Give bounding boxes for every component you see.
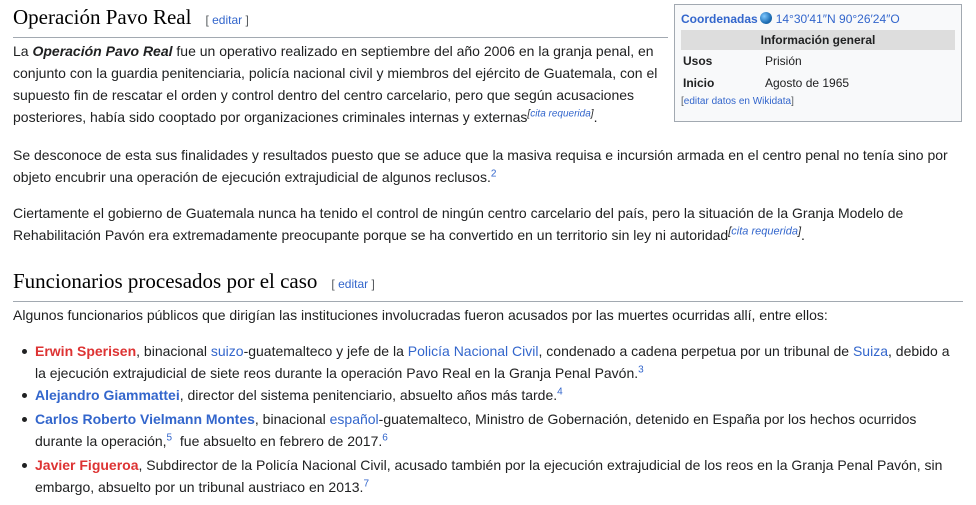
- ref-4-link[interactable]: 4: [557, 386, 563, 398]
- list-item: Erwin Sperisen, binacional suizo-guatemalteco y jefe de la Policía Nacional Civil, condenado a cadena perpetua por un tribunal de Suiza, debido a la ejecución extrajudicial de siete reos durante la operación Pavo Real en la Granja Penal Pavón.$^3$: [13, 340, 958, 384]
- edit-wikidata-link[interactable]: editar datos en Wikidata: [683, 96, 792, 107]
- section-heading-operacion: [13, 4, 668, 38]
- section-title: Operación Pavo Real: [13, 5, 192, 29]
- paragraph-intro-2: Algunos funcionarios públicos que dirigían las instituciones involucradas fueron acusados por las muertes ocurridas allí, entre ellos:: [13, 307, 828, 323]
- infobox-label: Usos: [683, 54, 713, 68]
- carlos-vielmann-link[interactable]: Carlos Roberto Vielmann Montes: [35, 411, 255, 427]
- coordinates: [681, 8, 955, 30]
- section-heading-funcionarios: [13, 268, 963, 302]
- infobox-row-inicio: [681, 72, 955, 94]
- ref-6-link[interactable]: 6: [382, 432, 388, 444]
- edit-section-button-2[interactable]: editar: [338, 277, 369, 291]
- globe-icon: [760, 12, 772, 24]
- article-subject-bold: Operación Pavo Real: [32, 43, 173, 59]
- suiza-link[interactable]: Suiza: [852, 343, 888, 359]
- infobox-edit-wrapper: [editar datos en Wikidata]: [681, 96, 794, 107]
- section-title-2: Funcionarios procesados por el caso: [13, 269, 318, 293]
- list-item: Alejandro Giammattei, director del sistema penitenciario, absuelto años más tarde.$^4$: [13, 384, 958, 408]
- paragraph-intro: La Operación Pavo Real fue un operativo realizado en septiembre del año 2006 en la granja penal, en conjunto con la guardia penitenciaria, policía nacional civil y miembros del ejército de Guatemala, con el supuesto fin de rescatar el orden y control dentro del centro carcelario, pero que según acusaciones posteriores, había sido cooptado por organizaciones criminales internas y externas[cita requerida].: [13, 43, 658, 125]
- list-item: Carlos Roberto Vielmann Montes, binacional español-guatemalteco, Ministro de Gobernación, detenido en España por los hechos ocurridos durante la operación,$^5$ fue absuelto en febrero de 2017.$^6$: [13, 408, 958, 454]
- ref-3-link[interactable]: 3: [638, 364, 644, 376]
- citation-needed-link-2[interactable]: cita requerida: [731, 225, 798, 238]
- officials-list: [13, 340, 958, 498]
- javier-figueroa-link[interactable]: Javier Figueroa: [35, 457, 139, 473]
- edit-section-link-wrapper: [ editar ]: [205, 13, 249, 27]
- erwin-sperisen-link[interactable]: Erwin Sperisen: [35, 343, 137, 359]
- citation-needed-link[interactable]: cita requerida: [530, 108, 591, 120]
- policia-nacional-civil-link[interactable]: Policía Nacional Civil: [407, 343, 539, 359]
- edit-section-link-wrapper-2: [ editar ]: [331, 277, 375, 291]
- espanol-link[interactable]: español: [329, 411, 379, 427]
- paragraph-3: Ciertamente el gobierno de Guatemala nunca ha tenido el control de ningún centro carcelario del país, pero la situación de la Granja Modelo de Rehabilitación Pavón era extremadamente preocupante porque se ha convertido en un territorio sin ley ni autoridad[cita requerida].: [13, 205, 904, 243]
- edit-section-button[interactable]: editar: [212, 13, 243, 27]
- paragraph-2: Se desconoce de esta sus finalidades y resultados puesto que se aduce que la masiva requisa e incursión armada en el centro penal no tenía sino por objeto encubrir una operación de ejecución extrajudicial de algunos reclusos.$^2$: [13, 147, 948, 185]
- infobox-label: Inicio: [683, 76, 715, 90]
- coordinates-label[interactable]: Coordenadas: [681, 12, 758, 26]
- suizo-link[interactable]: suizo: [210, 343, 244, 359]
- infobox-header: Información general: [681, 30, 955, 50]
- alejandro-giammattei-link[interactable]: Alejandro Giammattei: [35, 387, 180, 403]
- ref-5-link[interactable]: 5: [166, 432, 173, 444]
- coordinates-value[interactable]: 14°30′41″N 90°26′24″O: [775, 12, 900, 26]
- ref-2-link[interactable]: 2: [490, 168, 497, 180]
- infobox: [674, 4, 962, 122]
- infobox-row-usos: [681, 50, 955, 72]
- infobox-value: Prisión: [765, 54, 802, 68]
- ref-7-link[interactable]: 7: [363, 478, 370, 490]
- list-item: Javier Figueroa, Subdirector de la Policía Nacional Civil, acusado también por la ejecución extrajudicial de los reos en la Granja Penal Pavón, sin embargo, absuelto por un tribunal austriaco en 2013.$^7$: [13, 454, 958, 498]
- infobox-value: Agosto de 1965: [765, 76, 850, 90]
